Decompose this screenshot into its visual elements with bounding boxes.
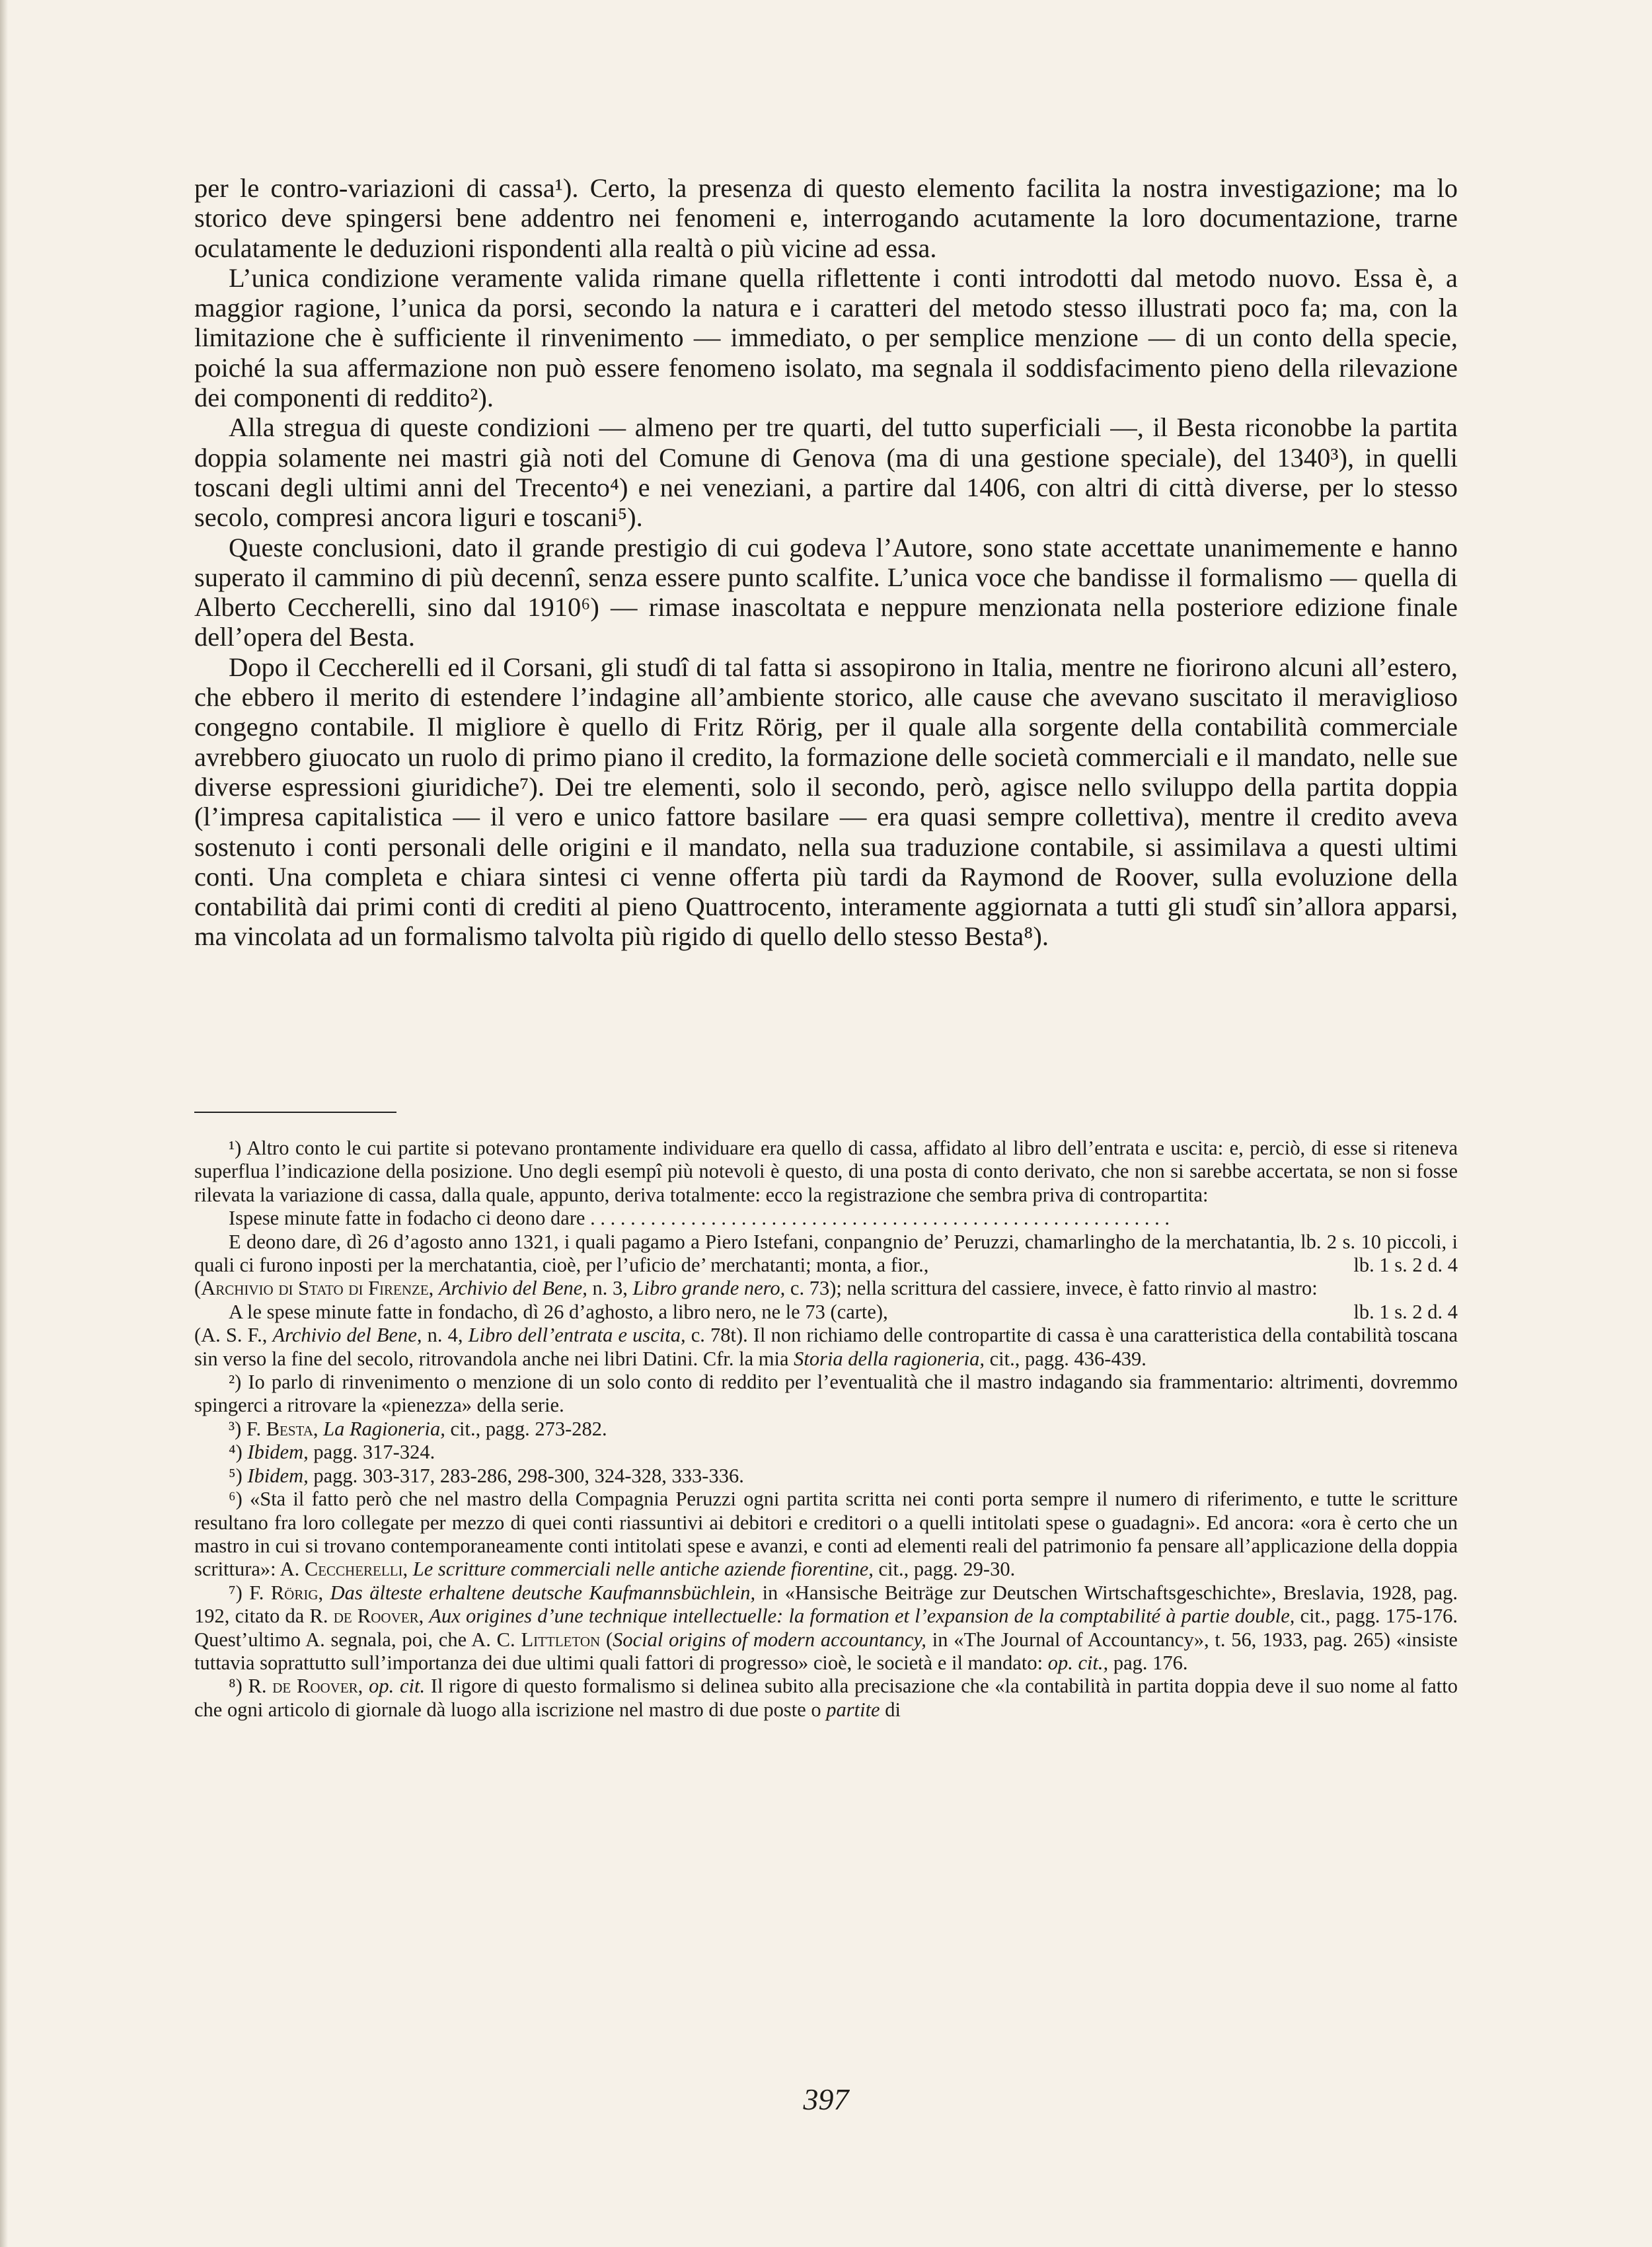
paragraph-5: Dopo il Ceccherelli ed il Corsani, gli studî di tal fatta si assopirono in Italia, mentre ne fiorirono alcuni all’estero, che ebbero il merito di estendere l’indagine all’ambiente storico, alle cause che avevano suscitato il meraviglioso congegno contabile. Il migliore è quello di Fritz Rörig, per il quale alla sorgente della contabilità commerciale avrebbero giuocato un ruolo di primo piano il credito, la formazione delle società commerciali e il mandato, nelle sue diverse espressioni giuridiche⁷). Dei tre elementi, solo il secondo, però, agisce nello sviluppo della partita doppia (l’impresa capitalistica — il vero e unico fattore basilare — era quasi sempre collettiva), mentre il credito aveva sostenuto i conti personali delle origini e il mandato, nella sua traduzione contabile, si assimilava a questi ultimi conti. Una completa e chiara sintesi ci venne offerta più tardi da Raymond de Roover, sulla evoluzione della contabilità dai primi conti di crediti al pieno Quattrocento, interamente aggiornata a tutti gli studî sin’allora apparsi, ma vincolata ad un formalismo talvolta più rigido di quello dello stesso Besta⁸).	[194, 652, 1458, 952]
fn7-text-c: cit., pagg. 175-176. Quest’ultimo A. segnala, poi, che A. C.	[194, 1605, 1458, 1651]
footnotes	[194, 1137, 1458, 1722]
footnote-1-source-2	[194, 1324, 1458, 1371]
fn4-rest: pagg. 317-324.	[308, 1441, 435, 1464]
fn8-opcit: op. cit.	[369, 1675, 426, 1698]
fn7-text-f: pag. 176.	[1108, 1651, 1188, 1674]
fn8-text-b: Il rigore di questo formalismo si delinea subito alla precisazione che «la contabilità in partita doppia deve il suo nome al fatto che ogni articolo di giornale dà luogo alla iscrizione nel mastro di due poste o	[194, 1675, 1458, 1721]
footnote-5	[194, 1465, 1458, 1488]
footnote-8	[194, 1675, 1458, 1722]
fn6-title: Le scritture commerciali nelle antiche aziende fiorentine,	[412, 1558, 874, 1581]
fn6-author: Ceccherelli,	[304, 1558, 408, 1581]
fn4-prefix: ⁴)	[229, 1441, 248, 1464]
source2-rest: c. 78t). Il non richiamo delle contropartite di cassa è una caratteristica della contabilità toscana sin verso la fine del secolo, ritrovandola anche nei libri Datini. Cfr. la mia	[194, 1324, 1458, 1370]
footnote-6	[194, 1488, 1458, 1581]
source2-book: Libro dell’entrata e uscita,	[468, 1324, 686, 1347]
main-text	[194, 173, 1458, 952]
source-fondo: Archivio del Bene,	[438, 1277, 587, 1300]
fn7-deroover: de Roover,	[333, 1605, 424, 1628]
footnote-separator	[194, 1112, 396, 1113]
fn7-title2: Aux origines d’une technique intellectuelle: la formation et l’expansion de la comptabilité à partie double,	[429, 1605, 1295, 1628]
footnote-1-cassiere-amount: lb. 1 s. 2 d. 4	[1353, 1300, 1458, 1323]
fn3-author: Besta,	[266, 1417, 319, 1440]
fn7-text-d: (	[600, 1628, 613, 1651]
footnote-2: ²) Io parlo di rinvenimento o menzione di un solo conto di reddito per l’eventualità che il mastro indagando sia frammentario: altrimenti, dovremmo spingerci a ritrovare la «pienezza» della serie.	[194, 1371, 1458, 1417]
paragraph-4: Queste conclusioni, dato il grande prestigio di cui godeva l’Autore, sono state accettate unanimemente e hanno superato il cammino di più decennî, senza essere punto scalfite. L’unica voce che bandisse il formalismo — quella di Alberto Ceccherelli, sino dal 1910⁶) — rimase inascoltata e neppure menzionata nella posteriore edizione finale dell’opera del Besta.	[194, 532, 1458, 652]
fn8-partite: partite	[826, 1698, 880, 1721]
fn5-ibidem: Ibidem,	[247, 1464, 309, 1487]
fn6-text: ⁶) «Sta il fatto però che nel mastro della Compagnia Peruzzi ogni partita scritta nei conti porta sempre il numero di riferimento, e tutte le scritture resultano fra loro collegate per mezzo di quei conti riassuntivi ai debitori e creditori o a quelli intitolati spese o guadagni». Ed ancora: «ora è certo che un mastro in cui si trovano contemporaneamente conti intitolati spese e avanzi, e conti ad elementi reali del patrimonio fa pensare all’applicazione della doppia scrittura»: A.	[194, 1488, 1458, 1581]
fn8-author: de Roover,	[272, 1675, 363, 1698]
fn7-title3: Social origins of modern accountancy,	[613, 1628, 926, 1651]
footnote-3	[194, 1418, 1458, 1441]
fn7-opcit: op. cit.,	[1047, 1651, 1109, 1674]
fn5-prefix: ⁵)	[229, 1464, 248, 1487]
fn8-prefix: ⁸) R.	[229, 1675, 273, 1698]
source2-work: Storia della ragioneria,	[794, 1347, 985, 1370]
source-archive: Archivio di Stato di Firenze,	[201, 1277, 434, 1300]
source-number: n. 3,	[587, 1277, 633, 1300]
source-book: Libro grande nero,	[632, 1277, 786, 1300]
footnote-1-quote-header: Ispese minute fatte in fodacho ci deono dare . . . . . . . . . . . . . . . . . . . . . . . . . . . . . . . . . . . . . . . . . . . . . . . . . . . . . . . . . .	[229, 1207, 1170, 1230]
paragraph-2: L’unica condizione veramente valida rimane quella riflettente i conti introdotti dal metodo nuovo. Essa è, a maggior ragione, l’unica da porsi, secondo la natura e i caratteri del metodo stesso illustrati poco fa; ma, con la limitazione che è sufficiente il rinvenimento — immediato, o per semplice menzione — di un conto della specie, poiché la sua affermazione non può essere fenomeno isolato, ma segnala il soddisfacimento pieno della rilevazione dei componenti di reddito²).	[194, 262, 1458, 413]
source2-prefix: (A. S. F.,	[194, 1324, 273, 1347]
fn3-prefix: ³) F.	[229, 1417, 266, 1440]
source2-number: n. 4,	[422, 1324, 469, 1347]
footnote-7	[194, 1581, 1458, 1675]
footnote-1-quote-entry-text: E deono dare, dì 26 d’agosto anno 1321, i quali pagamo a Piero Istefani, conpangnio de’ Peruzzi, chamarlingho de la merchatantia, lb. 2 s. 10 piccoli, i quali ci furono inposti per la merchatantia, cioè, per l’uficio de’ merchatanti; monta, a fior.,	[194, 1230, 1458, 1277]
paragraph-1: per le contro-variazioni di cassa¹). Certo, la presenza di questo elemento facilita la nostra investigazione; ma lo storico deve spingersi bene addentro nei fenomeni e, interrogando acutamente la loro documentazione, trarne oculatamente le deduzioni rispondenti alla realtà o più vicine ad essa.	[194, 173, 1458, 263]
fn7-author: Rörig,	[270, 1581, 324, 1604]
fn8-text-c: di	[880, 1698, 901, 1721]
fn4-ibidem: Ibidem,	[247, 1441, 309, 1464]
fn3-title: La Ragioneria,	[323, 1417, 445, 1440]
fn5-rest: pagg. 303-317, 283-286, 298-300, 324-328, 333-336.	[308, 1464, 744, 1487]
fn7-text-b: in «Hansische Beiträge zur Deutschen Wirtschaftsgeschichte», Breslavia, 1928, pag. 192, citato da R.	[194, 1581, 1458, 1628]
source-rest: c. 73); nella scrittura del cassiere, invece, è fatto rinvio al mastro:	[785, 1277, 1318, 1300]
footnote-1-quote-cassiere	[194, 1301, 1458, 1324]
fn7-text-e: in «The Journal of Accountancy», t. 56, 1933, pag. 265) «insiste tuttavia soprattutto sull’importanza dei due ultimi quali fattori di progresso» cioè, le società e il mandato:	[194, 1628, 1458, 1674]
footnote-1-source-1: (Archivio di Stato di Firenze, Archivio del Bene, n. 3, Libro grande nero, c. 73); nella scrittura del cassiere, invece, è fatto rinvio al mastro:	[194, 1277, 1318, 1300]
footnote-4	[194, 1441, 1458, 1464]
footnote-1-quote-entry-amount: lb. 1 s. 2 d. 4	[1353, 1254, 1458, 1277]
footnote-1-cassiere-text: A le spese minute fatte in fondacho, dì 26 d’aghosto, a libro nero, ne le 73 (carte),	[229, 1300, 888, 1323]
fn7-prefix: ⁷) F.	[229, 1581, 271, 1604]
fn7-title: Das älteste erhaltene deutsche Kaufmannsbüchlein,	[330, 1581, 756, 1604]
footnote-1: ¹) Altro conto le cui partite si potevano prontamente individuare era quello di cassa, affidato al libro dell’entrata e uscita: e, perciò, di esse si riteneva superflua l’indicazione della posizione. Uno degli esempî più notevoli è questo, di una posta di conto derivato, che non si sarebbe accertata, se non si fosse rilevata la variazione di cassa, dalla quale, appunto, deriva totalmente: ecco la registrazione che sembra priva di contropartita:	[194, 1137, 1458, 1206]
fn3-rest: cit., pagg. 273-282.	[445, 1417, 607, 1440]
fn6-rest: cit., pagg. 29-30.	[873, 1558, 1016, 1581]
footnote-1-quote-entry	[194, 1231, 1458, 1277]
page-edge-shadow	[0, 0, 8, 2247]
source2-end: cit., pagg. 436-439.	[985, 1347, 1146, 1370]
source2-fondo: Archivio del Bene,	[272, 1324, 422, 1347]
fn7-littleton: Littleton	[521, 1628, 601, 1651]
page-number: 397	[803, 2082, 849, 2116]
paragraph-3: Alla stregua di queste condizioni — almeno per tre quarti, del tutto superficiali —, il Besta riconobbe la partita doppia solamente nei mastri già noti del Comune di Genova (ma di una gestione speciale), del 1340³), in quelli toscani degli ultimi anni del Trecento⁴) e nei veneziani, a partire dal 1406, con altri di città diverse, per lo stesso secolo, compresi ancora liguri e toscani⁵).	[194, 412, 1458, 533]
